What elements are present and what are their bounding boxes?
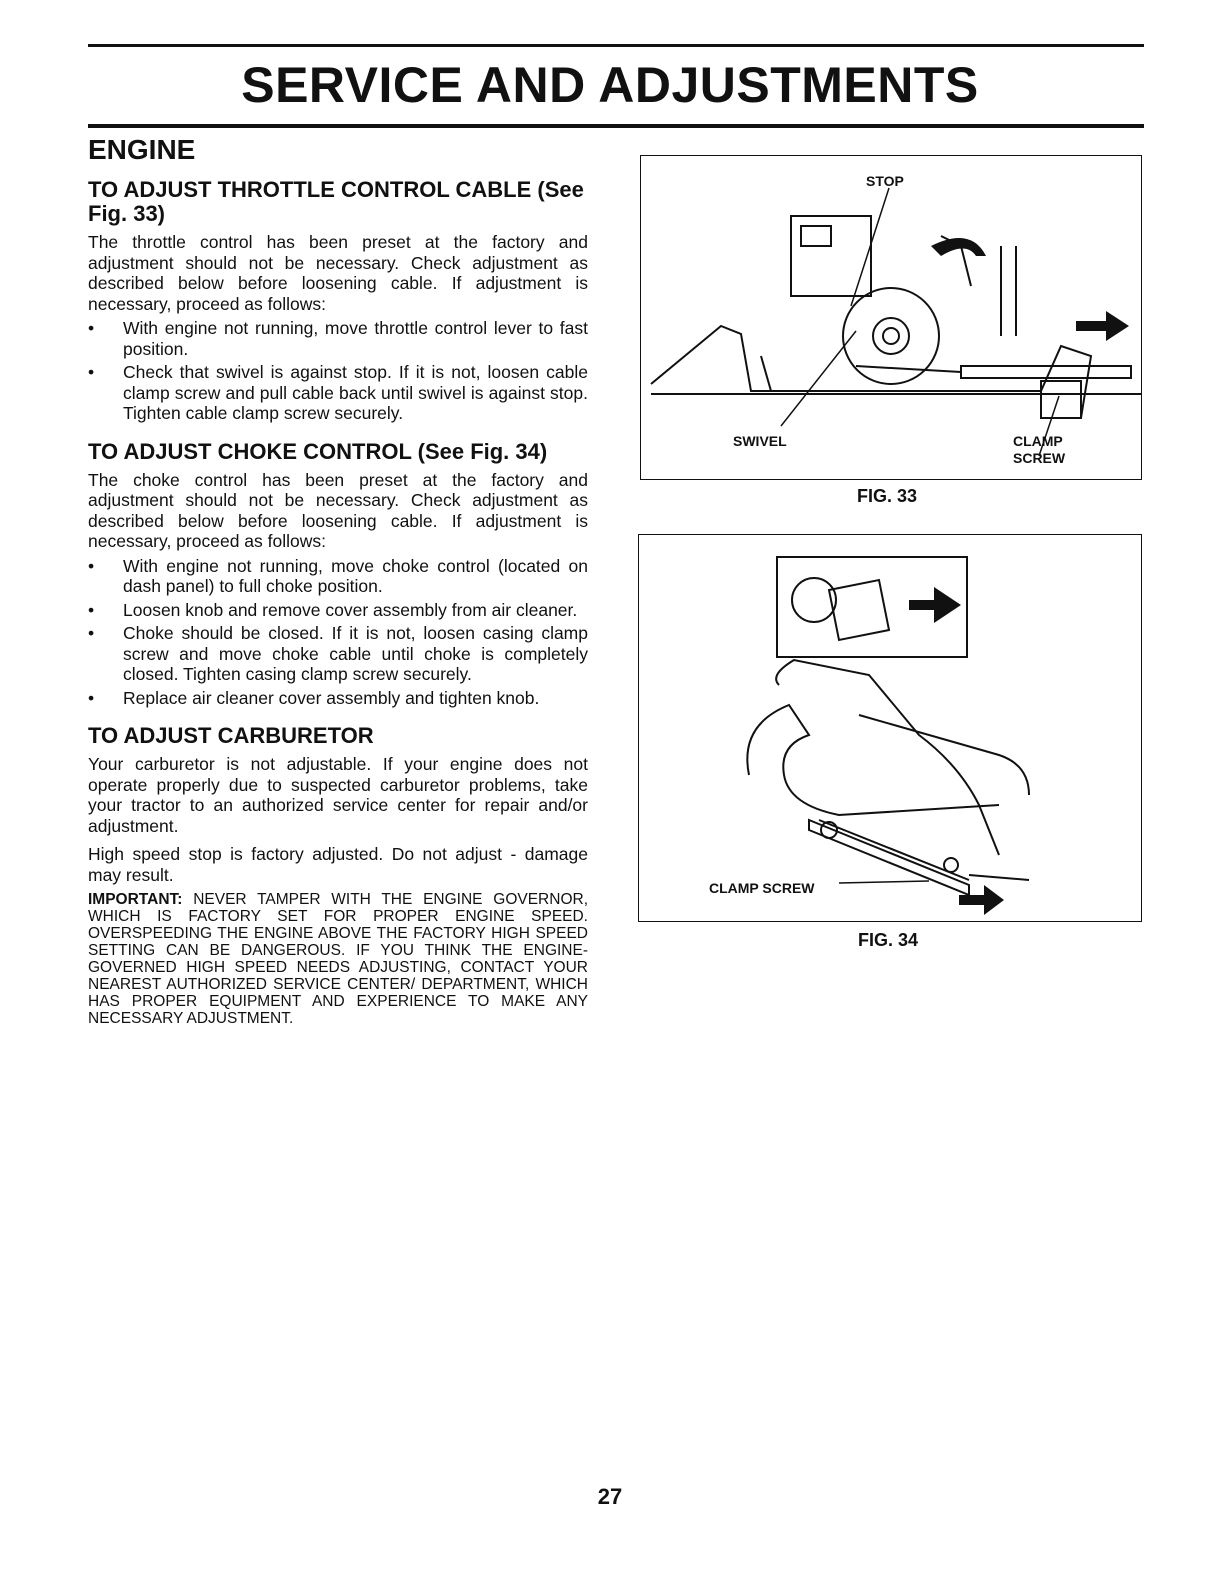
top-rule [88, 44, 1144, 47]
text-column [88, 134, 588, 1031]
important-notice [88, 891, 588, 1027]
throttle-intro: The throttle control has been preset at the factory and adjustment should not be necessary. Check adjustment as described below before loosening cable. If adjustment is necessary, proceed as follows: [88, 232, 588, 314]
label-screw: SCREW [1013, 450, 1066, 466]
carburetor-heading: TO ADJUST CARBURETOR [88, 723, 374, 748]
throttle-heading: TO ADJUST THROTTLE CONTROL CABLE (See Fig. 33) [88, 177, 584, 226]
list-item: • Choke should be closed. If it is not, loosen casing clamp screw and move choke cable until choke is completely closed. Tighten casing clamp screw securely. [88, 623, 588, 685]
choke-intro: The choke control has been preset at the factory and adjustment should not be necessary. Check adjustment as described below before loosening cable. If adjustment is necessary, proceed as follows: [88, 469, 588, 551]
important-text: NEVER TAMPER WITH THE ENGINE GOVERNOR, WHICH IS FACTORY SET FOR PROPER ENGINE SPEED. OVERSPEEDING THE ENGINE ABOVE THE FACTORY HIGH SPEED SETTING CAN BE DANGEROUS. IF YOU THINK THE ENGINE-GOVERNED HIGH SPEED NEEDS ADJUSTING, CONTACT YOUR NEAREST AUTHORIZED SERVICE CENTER/ DEPARTMENT, WHICH HAS PROPER EQUIPMENT AND EXPERIENCE TO MAKE ANY NECESSARY ADJUSTMENT. [88, 891, 588, 1027]
label-swivel: SWIVEL [733, 433, 787, 449]
figure-33 [640, 155, 1142, 480]
choke-steps [88, 556, 588, 709]
list-item: • With engine not running, move choke control (located on dash panel) to full choke position. [88, 556, 588, 597]
important-label: IMPORTANT: [88, 891, 183, 908]
list-item: • Check that swivel is against stop. If it is not, loosen cable clamp screw and pull cable back until swivel is against stop. Tighten cable clamp screw securely. [88, 362, 588, 424]
choke-heading: TO ADJUST CHOKE CONTROL (See Fig. 34) [88, 438, 548, 464]
list-item: • Loosen knob and remove cover assembly from air cleaner. [88, 600, 588, 621]
choke-diagram [639, 535, 1141, 921]
page-number: 27 [597, 1484, 623, 1509]
list-item: • Replace air cleaner cover assembly and tighten knob. [88, 688, 588, 709]
throttle-steps [88, 318, 588, 424]
section-heading: ENGINE [88, 134, 196, 165]
throttle-diagram [641, 156, 1141, 479]
figure-34-caption: FIG. 34 [858, 930, 919, 950]
label-clamp-screw: CLAMP SCREW [709, 880, 815, 896]
page-title: SERVICE AND ADJUSTMENTS [241, 57, 979, 113]
title-rule [88, 124, 1144, 128]
label-stop: STOP [866, 173, 904, 189]
figure-34 [638, 534, 1142, 922]
list-item: • With engine not running, move throttle control lever to fast position. [88, 318, 588, 359]
figure-33-caption: FIG. 33 [857, 486, 918, 506]
label-clamp: CLAMP [1013, 433, 1063, 449]
carburetor-paragraph-1: Your carburetor is not adjustable. If your engine does not operate properly due to suspected carburetor problems, take your tractor to an authorized service center for repair and/or adjustment. [88, 754, 588, 836]
carburetor-paragraph-2: High speed stop is factory adjusted. Do not adjust - damage may result. [88, 844, 588, 885]
